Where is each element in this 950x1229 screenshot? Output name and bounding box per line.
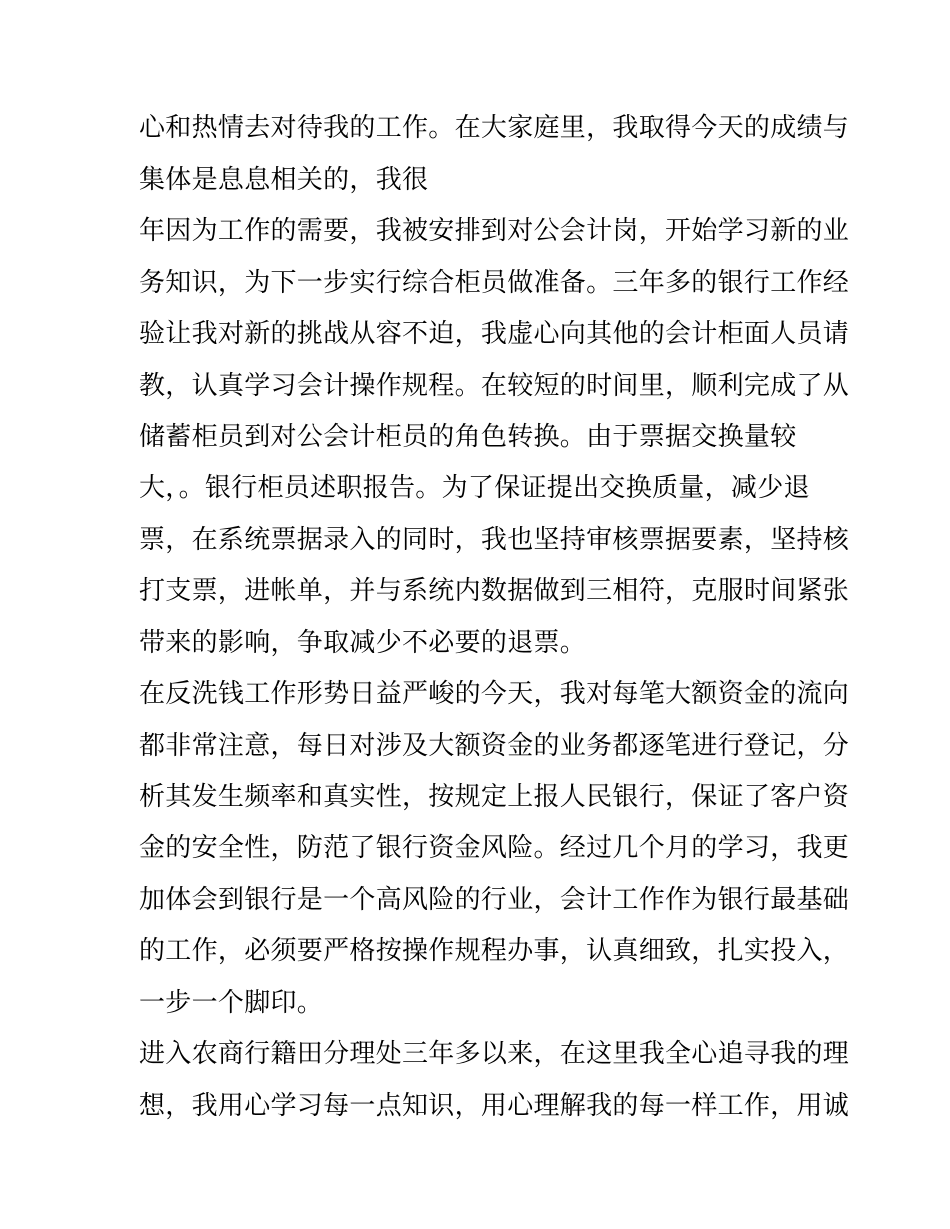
- text-line: 打支票，进帐单，并与系统内数据做到三相符，克服时间紧张: [139, 576, 850, 606]
- text-line: 进入农商行籍田分理处三年多以来，在这里我全心追寻我的理: [139, 1039, 850, 1069]
- text-line: 票，在系统票据录入的同时，我也坚持审核票据要素，坚持核: [139, 525, 850, 555]
- text-line: 集体是息息相关的，我很: [139, 165, 429, 195]
- text-line: 在反洗钱工作形势日益严峻的今天，我对每笔大额资金的流向: [139, 679, 850, 709]
- text-line: 析其发生频率和真实性，按规定上报人民银行，保证了客户资: [139, 782, 850, 812]
- text-line: 大，。银行柜员述职报告。为了保证提出交换质量，减少退: [139, 473, 810, 503]
- text-line: 加体会到银行是一个高风险的行业，会计工作作为银行最基础: [139, 885, 850, 915]
- text-line: 的工作，必须要严格按操作规程办事，认真细致，扎实投入，: [139, 936, 850, 966]
- text-line: 想，我用心学习每一点知识，用心理解我的每一样工作，用诚: [139, 1091, 850, 1121]
- text-line: 验让我对新的挑战从容不迫，我虚心向其他的会计柜面人员请: [139, 319, 850, 349]
- text-line: 都非常注意，每日对涉及大额资金的业务都逐笔进行登记，分: [139, 731, 850, 761]
- text-line: 金的安全性，防范了银行资金风险。经过几个月的学习，我更: [139, 833, 850, 863]
- text-line: 教，认真学习会计操作规程。在较短的时间里，顺利完成了从: [139, 371, 850, 401]
- text-line: 带来的影响，争取减少不必要的退票。: [139, 628, 587, 658]
- text-line: 一步一个脚印。: [139, 988, 324, 1018]
- text-line: 储蓄柜员到对公会计柜员的角色转换。由于票据交换量较: [139, 422, 797, 452]
- text-line: 务知识，为下一步实行综合柜员做准备。三年多的银行工作经: [139, 268, 850, 298]
- text-line: 年因为工作的需要，我被安排到对公会计岗，开始学习新的业: [139, 216, 850, 246]
- text-line: 心和热情去对待我的工作。在大家庭里，我取得今天的成绩与: [139, 113, 850, 143]
